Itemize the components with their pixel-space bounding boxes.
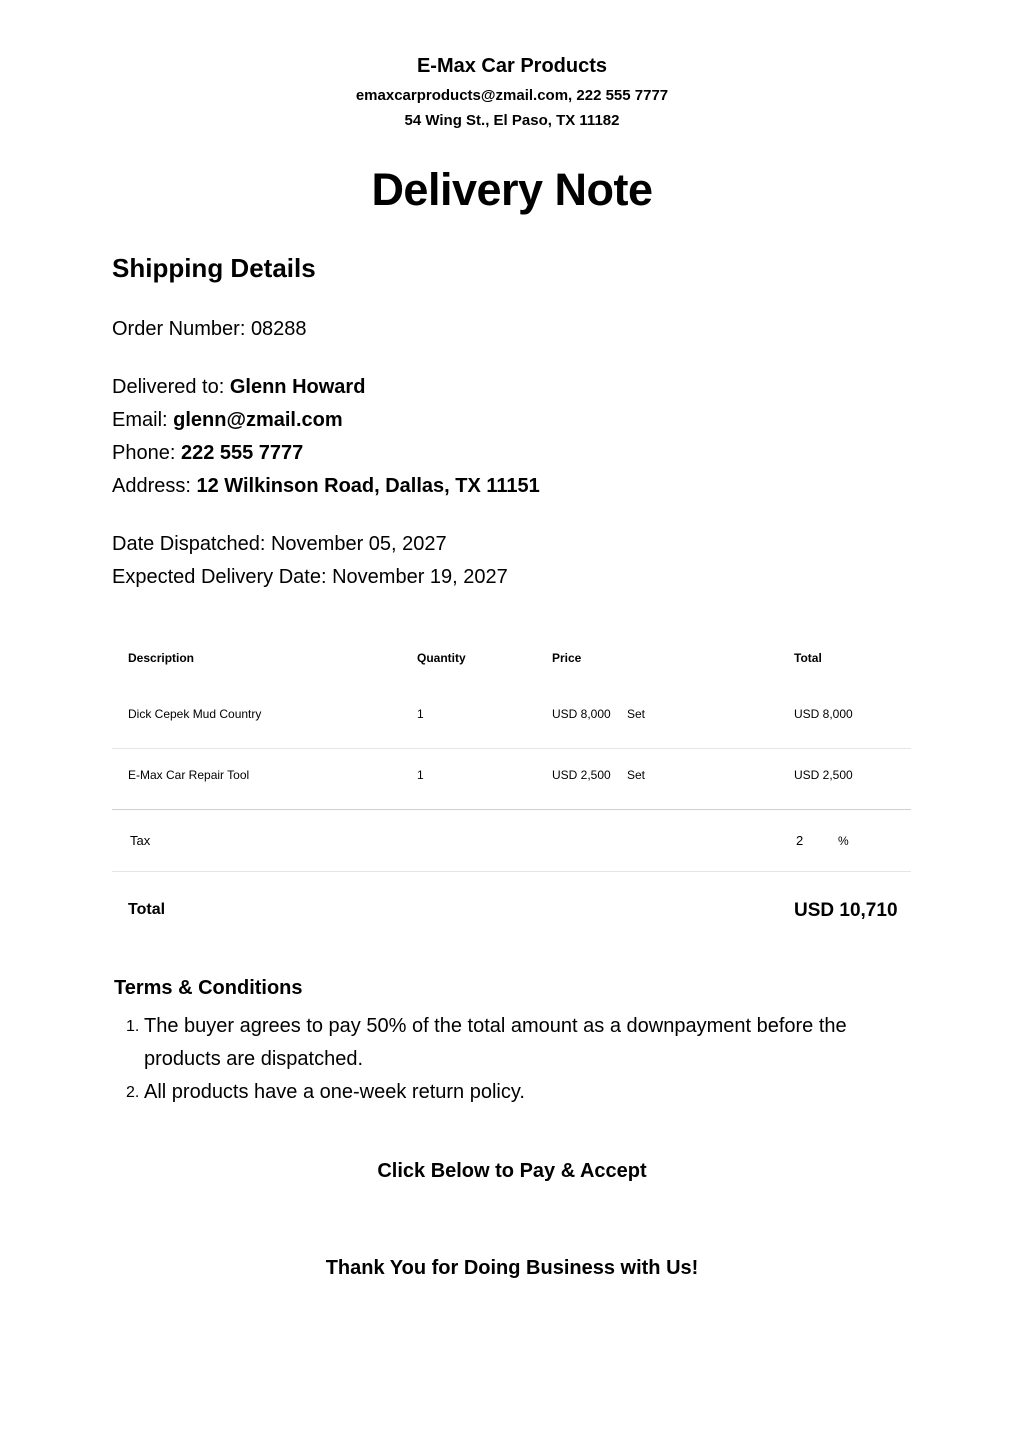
address-line: [112, 475, 540, 498]
address-value: 12 Wilkinson Road, Dallas, TX 11151: [196, 475, 540, 497]
date-dispatched-label: Date Dispatched:: [112, 533, 266, 555]
tax-unit: %: [838, 834, 849, 848]
row-divider: [112, 748, 911, 749]
item-description: Dick Cepek Mud Country: [128, 707, 262, 721]
header-quantity: Quantity: [417, 651, 466, 665]
list-item-number: 2.: [126, 1084, 140, 1101]
delivered-to-value: Glenn Howard: [229, 376, 366, 398]
item-total: USD 2,500: [794, 768, 853, 782]
phone-line: [112, 442, 303, 465]
order-number-line: [112, 318, 307, 341]
item-total: USD 8,000: [794, 707, 853, 721]
email-line: [112, 409, 343, 432]
terms-heading: Terms & Conditions: [114, 977, 303, 999]
address-label: Address:: [112, 475, 191, 497]
item-unit: Set: [627, 768, 646, 782]
item-description: E-Max Car Repair Tool: [128, 768, 250, 782]
row-divider: [112, 809, 911, 810]
thank-you-message: Thank You for Doing Business with Us!: [325, 1257, 699, 1279]
list-item-number: 1.: [126, 1018, 140, 1035]
order-number-label: Order Number:: [112, 318, 246, 340]
pay-accept-prompt: Click Below to Pay & Accept: [377, 1160, 647, 1182]
expected-delivery-label: Expected Delivery Date:: [112, 566, 327, 588]
terms-list: [112, 1010, 902, 1109]
list-item-text: The buyer agrees to pay 50% of the total amount as a downpayment before the products are dispatched.: [144, 1015, 847, 1070]
email-label: Email:: [112, 409, 168, 431]
row-divider: [112, 871, 911, 872]
company-name: E-Max Car Products: [416, 55, 608, 77]
list-item: [112, 1076, 902, 1109]
expected-delivery-line: [112, 566, 508, 589]
tax-value: 2: [796, 833, 804, 848]
total-value: USD 10,710: [794, 900, 898, 921]
phone-value: 222 555 7777: [180, 442, 304, 464]
item-quantity: 1: [417, 707, 424, 721]
company-address: 54 Wing St., El Paso, TX 11182: [404, 112, 620, 129]
total-label: Total: [128, 901, 166, 918]
header-price: Price: [552, 651, 582, 665]
shipping-details-heading: Shipping Details: [112, 253, 316, 283]
header-description: Description: [128, 651, 195, 665]
email-value: glenn@zmail.com: [173, 409, 343, 431]
document-title: Delivery Note: [371, 164, 653, 215]
date-dispatched-value: November 05, 2027: [270, 533, 447, 555]
item-quantity: 1: [417, 768, 424, 782]
item-unit: Set: [627, 707, 646, 721]
expected-delivery-value: November 19, 2027: [332, 566, 508, 588]
list-item: [112, 1010, 902, 1076]
order-number-value: 08288: [250, 318, 307, 340]
delivered-to-label: Delivered to:: [112, 376, 225, 398]
company-contact: emaxcarproducts@zmail.com, 222 555 7777: [355, 87, 669, 104]
header-total: Total: [794, 651, 822, 665]
phone-label: Phone:: [112, 442, 176, 464]
tax-label: Tax: [130, 833, 151, 848]
date-dispatched-line: [112, 533, 447, 556]
item-price: USD 2,500: [552, 768, 611, 782]
item-price: USD 8,000: [552, 707, 611, 721]
list-item-text: All products have a one-week return policy.: [144, 1081, 525, 1103]
delivered-to-line: [112, 376, 365, 399]
